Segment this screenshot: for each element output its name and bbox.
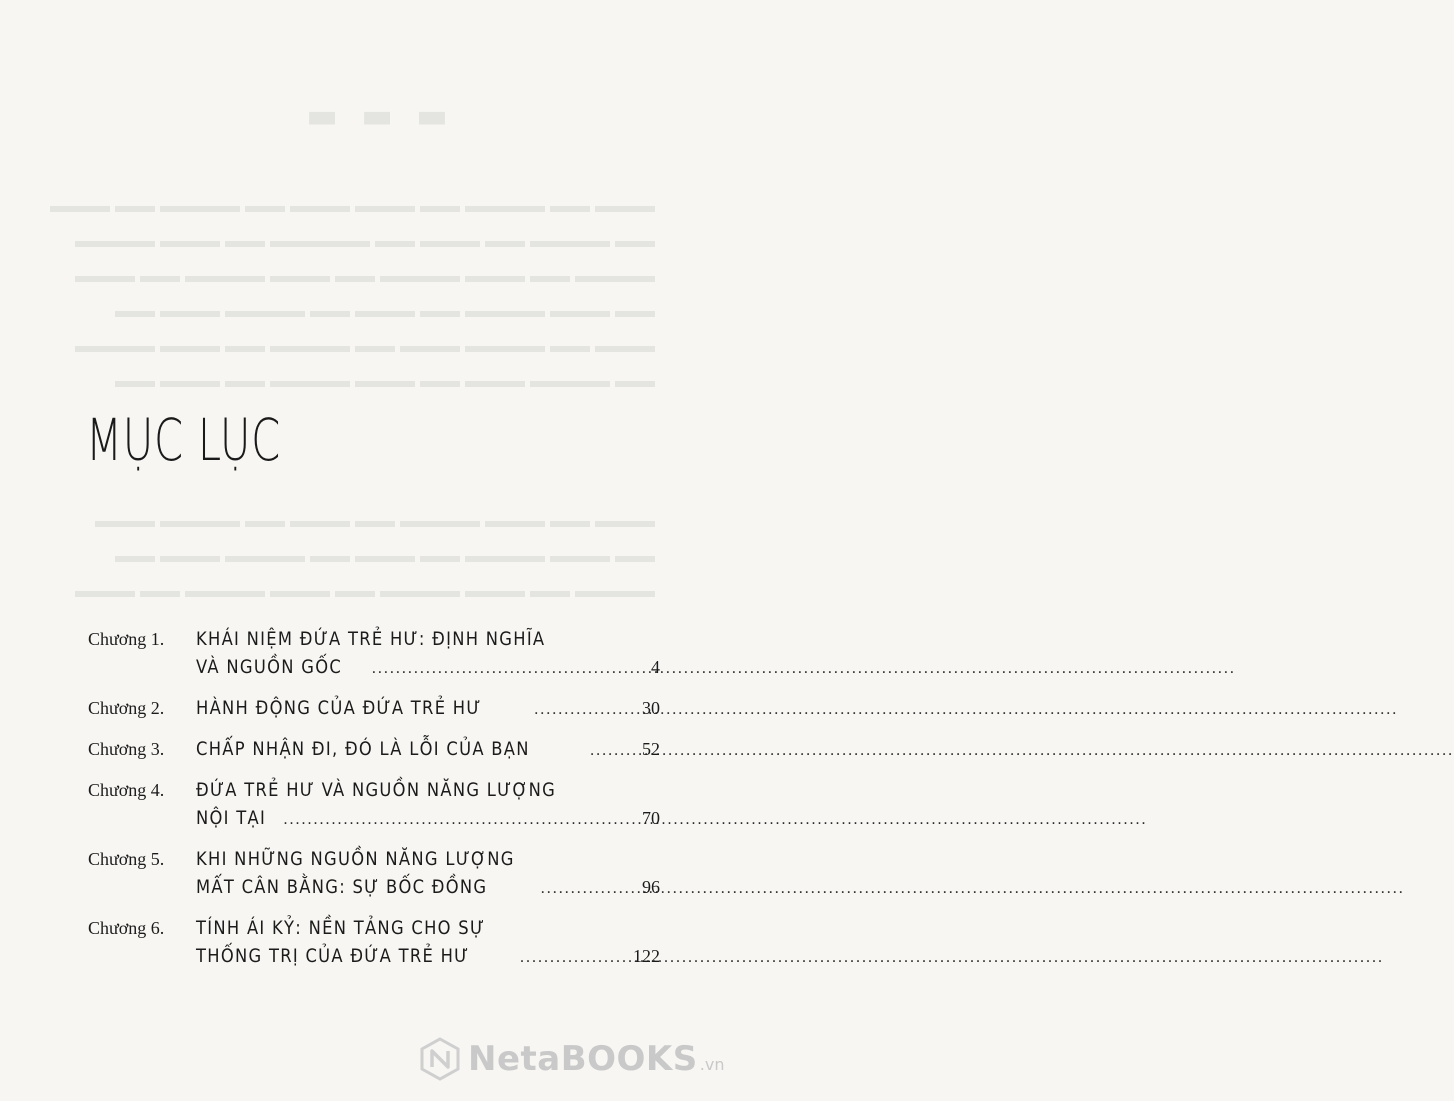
leader-dots	[534, 701, 1398, 719]
chapter-title-line: CHẤP NHẬN ĐI, ĐÓ LÀ LỖI CỦA BẠN	[196, 738, 530, 760]
toc-entry-1[interactable]	[88, 628, 660, 684]
toc-entry-4[interactable]	[88, 779, 660, 835]
leader-dots	[284, 811, 1148, 829]
neta-logo-icon	[418, 1037, 462, 1081]
bleed-through-text: ▬▬▬ ▬▬ ▬▬▬▬ ▬▬▬ ▬▬ ▬▬▬▬ ▬▬ ▬▬▬ ▬▬▬▬	[75, 335, 655, 357]
page-number: 96	[642, 877, 660, 897]
page-number: 70	[642, 808, 660, 828]
chapter-number: Chương 2.	[88, 698, 165, 718]
bleed-through-text: ▬▬ ▬▬▬▬ ▬▬ ▬▬▬ ▬▬ ▬▬▬▬▬ ▬▬ ▬▬▬ ▬▬▬▬	[75, 230, 655, 252]
chapter-title-line: VÀ NGUỒN GỐC	[196, 656, 343, 678]
chapter-number: Chương 5.	[88, 849, 165, 869]
chapter-title-line: MẤT CÂN BẰNG: SỰ BỐC ĐỒNG	[196, 876, 488, 898]
chapter-title-line: NỘI TẠI	[196, 807, 267, 829]
netabooks-watermark	[418, 1037, 724, 1081]
page-number: 122	[633, 946, 660, 966]
page-number: 4	[651, 657, 660, 677]
table-of-contents	[88, 628, 660, 986]
leader-dots	[372, 660, 1236, 678]
bleed-through-text: ▬▬ ▬▬▬ ▬▬▬▬ ▬▬ ▬▬▬ ▬▬ ▬▬▬▬ ▬▬▬ ▬▬	[115, 545, 655, 567]
bleed-through-text: ▬▬ ▬▬▬ ▬▬▬▬ ▬▬ ▬▬▬ ▬▬ ▬▬▬▬ ▬▬▬ ▬▬	[115, 300, 655, 322]
chapter-number: Chương 1.	[88, 629, 165, 649]
leader-dots	[541, 880, 1405, 898]
toc-entry-6[interactable]	[88, 917, 660, 973]
toc-entry-5[interactable]	[88, 848, 660, 904]
toc-entry-2[interactable]	[88, 697, 660, 725]
page-number: 52	[642, 739, 660, 759]
bleed-through-text: ▬▬▬▬ ▬▬ ▬▬▬ ▬▬▬▬ ▬▬ ▬▬▬ ▬▬▬▬ ▬▬ ▬▬▬	[75, 265, 655, 287]
watermark-suffix: .vn	[699, 1055, 725, 1074]
chapter-number: Chương 6.	[88, 918, 165, 938]
chapter-title-line: KHI NHỮNG NGUỒN NĂNG LƯỢNG	[196, 848, 515, 870]
bleed-through-text: ▬▬ ▬▬▬▬ ▬▬▬ ▬▬ ▬▬▬ ▬▬▬▬ ▬▬ ▬▬▬ ▬▬	[115, 370, 655, 392]
chapter-title-line: HÀNH ĐỘNG CỦA ĐỨA TRẺ HƯ	[196, 697, 482, 719]
chapter-title-line: KHÁI NIỆM ĐỨA TRẺ HƯ: ĐỊNH NGHĨA	[196, 628, 546, 650]
chapter-number: Chương 4.	[88, 780, 165, 800]
toc-entry-3[interactable]	[88, 738, 660, 766]
toc-heading: MỤC LỤC	[86, 406, 281, 474]
chapter-title-line: THỐNG TRỊ CỦA ĐỨA TRẺ HƯ	[196, 945, 470, 967]
bleed-through-text: ▬▬▬ ▬▬ ▬▬▬▬ ▬▬ ▬▬▬ ▬▬▬ ▬▬ ▬▬▬▬ ▬▬ ▬▬▬	[50, 195, 655, 217]
chapter-title-line: ĐỨA TRẺ HƯ VÀ NGUỒN NĂNG LƯỢNG	[196, 779, 557, 801]
watermark-brand: NetaBOOKS	[468, 1039, 698, 1079]
bleed-through-heading: ▬ ▬ ▬	[300, 96, 448, 136]
bleed-through-text: ▬▬▬ ▬▬ ▬▬▬ ▬▬▬▬ ▬▬ ▬▬▬ ▬▬ ▬▬▬▬ ▬▬▬	[95, 510, 655, 532]
chapter-title-line: TÍNH ÁI KỶ: NỀN TẢNG CHO SỰ	[196, 917, 486, 939]
bleed-through-text: ▬▬▬▬ ▬▬ ▬▬▬ ▬▬▬▬ ▬▬ ▬▬▬ ▬▬▬▬ ▬▬ ▬▬▬	[75, 580, 655, 602]
leader-dots	[590, 742, 1454, 760]
chapter-number: Chương 3.	[88, 739, 165, 759]
page-number: 30	[642, 698, 660, 718]
